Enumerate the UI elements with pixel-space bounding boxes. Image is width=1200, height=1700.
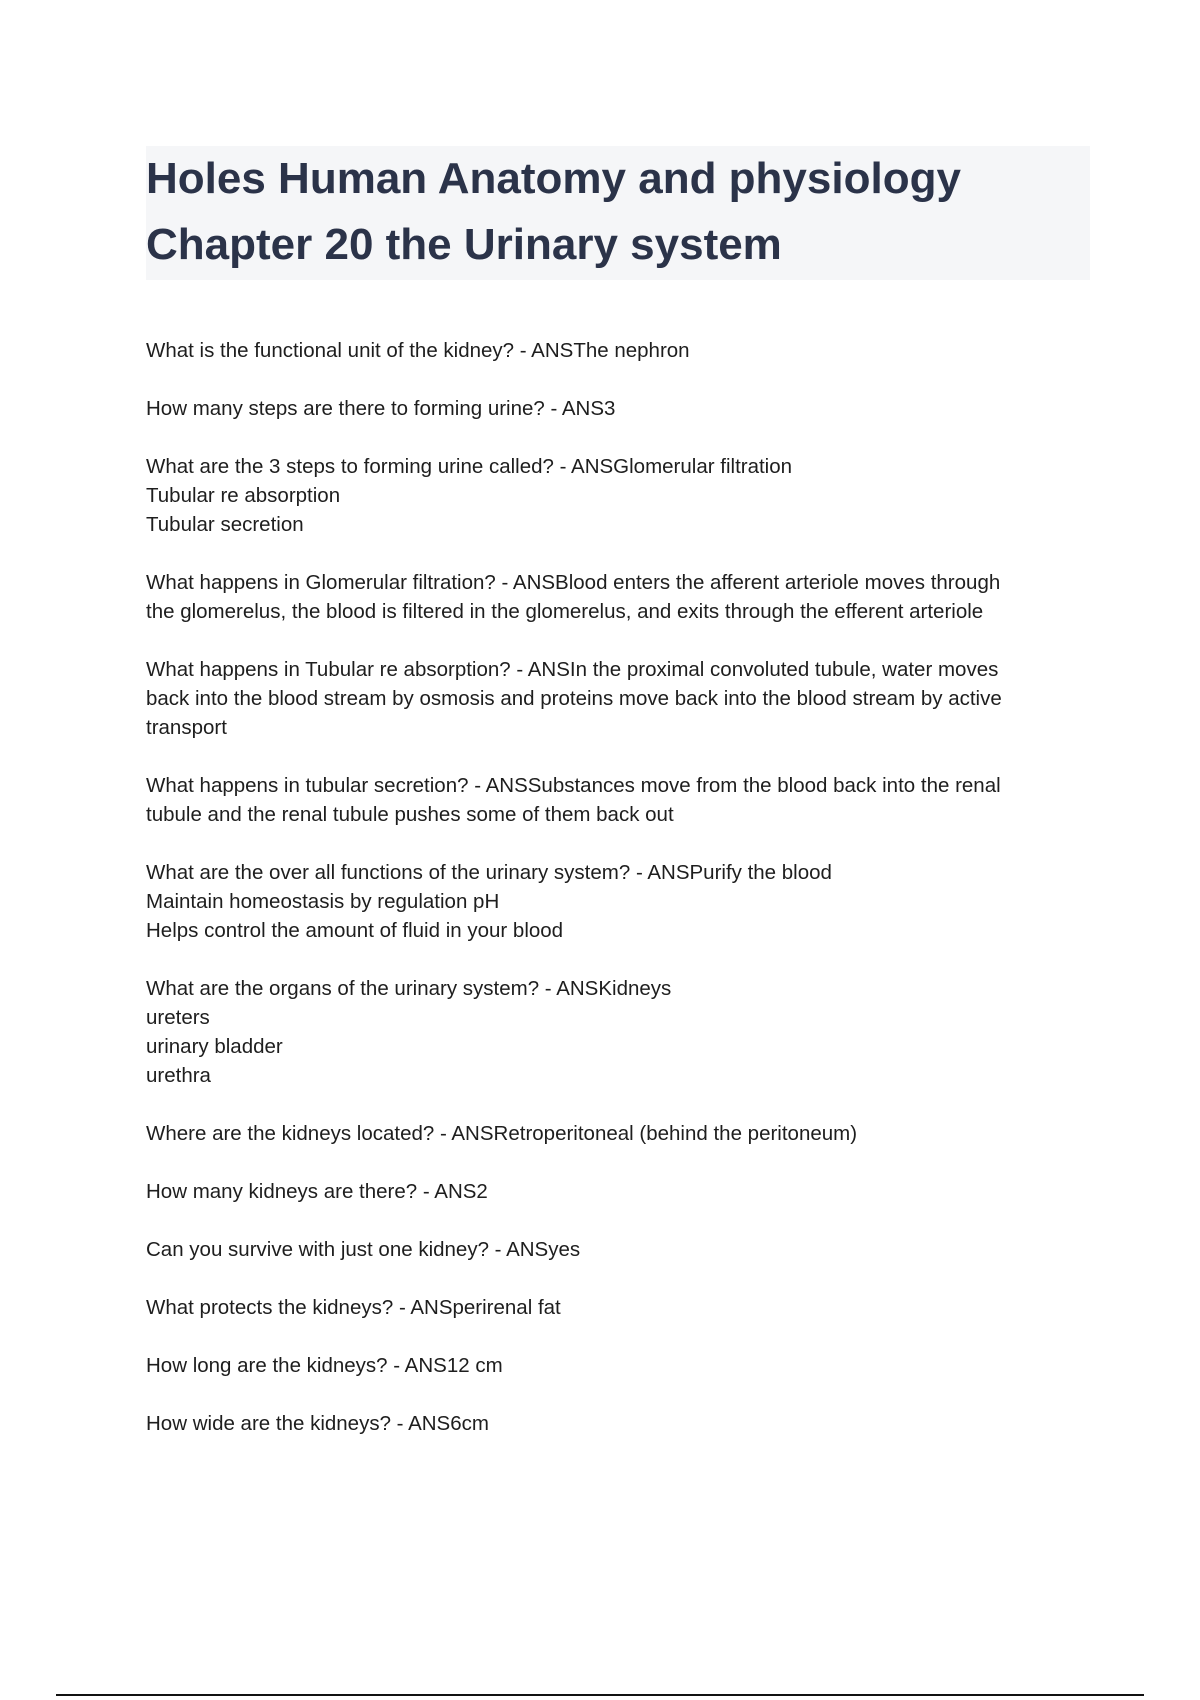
qa-question-line: Can you survive with just one kidney? - ANSyes: [146, 1238, 581, 1261]
qa-item: [146, 1409, 1090, 1438]
qa-question-line: What happens in Tubular re absorption? - ANSIn the proximal convoluted tubule, water moves: [146, 658, 999, 681]
qa-answer-line: the glomerelus, the blood is filtered in the glomerelus, and exits through the efferent arteriole: [146, 600, 984, 623]
qa-item: [146, 858, 1090, 945]
qa-answer-line: Helps control the amount of fluid in your blood: [146, 919, 564, 942]
qa-answer-line: Tubular secretion: [146, 513, 304, 536]
qa-question-line: What protects the kidneys? - ANSperirenal fat: [146, 1296, 561, 1319]
qa-question-line: What are the over all functions of the urinary system? - ANSPurify the blood: [146, 861, 832, 884]
qa-item: [146, 1351, 1090, 1380]
qa-item: [146, 1235, 1090, 1264]
qa-question-line: What happens in Glomerular filtration? - ANSBlood enters the afferent arteriole moves through: [146, 571, 1001, 594]
title-line-1: Holes Human Anatomy and physiology: [146, 154, 961, 203]
qa-item: [146, 771, 1090, 829]
qa-question-line: How long are the kidneys? - ANS12 cm: [146, 1354, 503, 1377]
qa-question-line: What are the organs of the urinary system? - ANSKidneys: [146, 977, 672, 1000]
qa-item: [146, 655, 1090, 742]
qa-item: [146, 1119, 1090, 1148]
qa-question-line: How many steps are there to forming urine? - ANS3: [146, 397, 616, 420]
document-title: [146, 146, 1090, 280]
qa-answer-line: ureters: [146, 1006, 210, 1029]
qa-item: [146, 452, 1090, 539]
qa-question-line: What is the functional unit of the kidney? - ANSThe nephron: [146, 339, 690, 362]
qa-question-line: How wide are the kidneys? - ANS6cm: [146, 1412, 489, 1435]
qa-item: [146, 1293, 1090, 1322]
qa-question-line: What are the 3 steps to forming urine called? - ANSGlomerular filtration: [146, 455, 793, 478]
qa-answer-line: transport: [146, 716, 227, 739]
title-line-2: Chapter 20 the Urinary system: [146, 220, 782, 269]
qa-answer-line: back into the blood stream by osmosis and proteins move back into the blood stream by active: [146, 687, 1002, 710]
qa-question-line: How many kidneys are there? - ANS2: [146, 1180, 488, 1203]
qa-item: [146, 1177, 1090, 1206]
qa-answer-line: tubule and the renal tubule pushes some of them back out: [146, 803, 674, 826]
qa-item: [146, 568, 1090, 626]
qa-question-line: What happens in tubular secretion? - ANSSubstances move from the blood back into the renal: [146, 774, 1001, 797]
qa-answer-line: urethra: [146, 1064, 211, 1087]
qa-answer-line: Tubular re absorption: [146, 484, 341, 507]
footer-divider: [56, 1694, 1144, 1696]
qa-list: [146, 336, 1090, 1467]
qa-question-line: Where are the kidneys located? - ANSRetroperitoneal (behind the peritoneum): [146, 1122, 858, 1145]
qa-answer-line: Maintain homeostasis by regulation pH: [146, 890, 500, 913]
qa-item: [146, 336, 1090, 365]
qa-item: [146, 974, 1090, 1090]
qa-item: [146, 394, 1090, 423]
qa-answer-line: urinary bladder: [146, 1035, 283, 1058]
